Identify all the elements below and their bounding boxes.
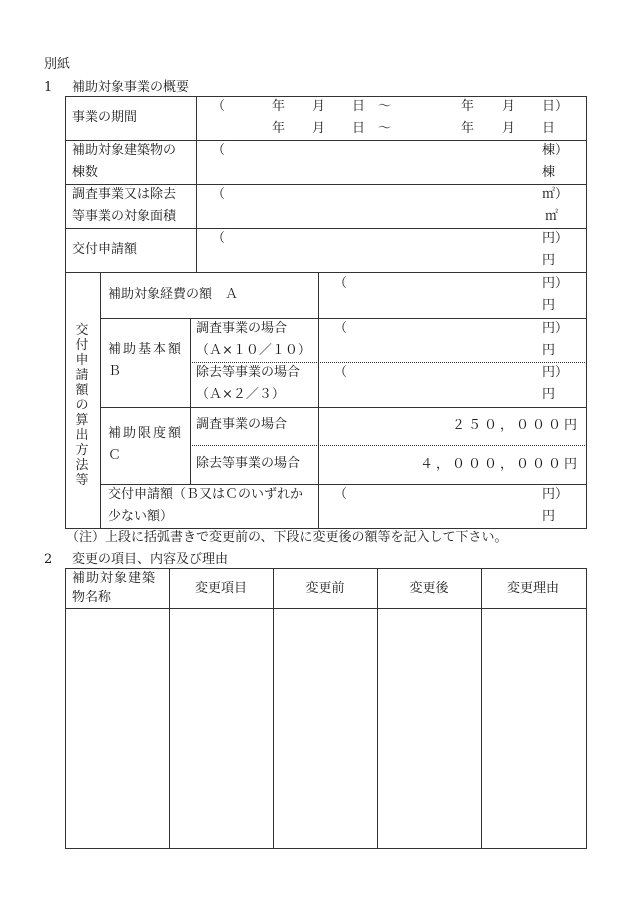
calc-vertical-label: 交付申請額の算出方法等 (75, 323, 89, 488)
building-count-open: （ (212, 143, 226, 158)
final-amount-label-1: 交付申請額（Ｂ又はＣのいずれか (108, 487, 304, 502)
base-removal-open: （ (334, 365, 348, 380)
base-removal-upper-unit: 円） (542, 365, 569, 380)
limit-amount-label: 補助限度額 (108, 426, 184, 441)
period-lower-month2: 月 (502, 121, 516, 136)
limit-removal-case: 除去等事業の場合 (196, 456, 301, 471)
application-lower-unit: 円 (542, 253, 556, 268)
area-label-1: 調査事業又は除去 (72, 187, 177, 202)
header-before: 変更前 (305, 581, 345, 596)
period-lower-year2: 年 (461, 121, 475, 136)
base-survey-open: （ (334, 321, 348, 336)
period-upper-day: 日 (352, 99, 366, 114)
final-upper-unit: 円） (542, 487, 569, 502)
final-amount-label-2: 少ない額） (108, 509, 174, 524)
area-open: （ (212, 187, 226, 202)
header-reason: 変更理由 (506, 581, 560, 596)
base-removal-case: 除去等事業の場合 (196, 365, 301, 380)
base-amount-letter: Ｂ (108, 364, 122, 379)
base-survey-formula: （Ａ×１０／１０） (196, 343, 311, 358)
section2-number: 2 (44, 552, 53, 567)
area-label-2: 等事業の対象面積 (72, 209, 177, 224)
application-open: （ (212, 231, 226, 246)
limit-removal-value: ４，０００，０００円 (419, 457, 580, 472)
header-change-item: 変更項目 (194, 581, 248, 596)
period-lower-year: 年 (272, 121, 286, 136)
period-upper-tilde: ～ (378, 99, 392, 114)
limit-survey-case: 調査事業の場合 (196, 417, 288, 432)
period-lower-day2: 日 (542, 121, 556, 136)
building-count-upper-unit: 棟） (542, 143, 569, 158)
header-building-name-2: 物名称 (72, 590, 112, 605)
section1-number: 1 (44, 80, 53, 95)
base-removal-formula: （Ａ×２／３） (196, 387, 285, 402)
application-label: 交付申請額 (72, 242, 138, 257)
period-lower-tilde: ～ (378, 121, 392, 136)
header-after: 変更後 (409, 581, 449, 596)
cost-upper-unit: 円） (542, 276, 569, 291)
base-amount-label: 補助基本額 (108, 342, 184, 357)
note-text: （注）上段に括弧書きで変更前の、下段に変更後の額等を記入して下さい。 (66, 530, 508, 545)
attachment-label: 別紙 (44, 57, 71, 72)
building-count-lower-unit: 棟 (542, 165, 556, 180)
period-label: 事業の期間 (72, 110, 138, 125)
limit-survey-value: ２５０，０００円 (451, 418, 580, 433)
header-building-name-1: 補助対象建築 (72, 571, 157, 586)
area-lower-unit: ㎡ (545, 209, 559, 224)
cost-label: 補助対象経費の額 Ａ (108, 287, 239, 302)
building-count-label-1: 補助対象建築物の (72, 143, 177, 158)
period-upper-year: 年 (272, 99, 286, 114)
period-lower-month: 月 (312, 121, 326, 136)
base-survey-case: 調査事業の場合 (196, 321, 288, 336)
area-upper-unit: ㎡） (542, 187, 569, 202)
cost-open: （ (334, 276, 348, 291)
base-survey-lower-unit: 円 (542, 343, 556, 358)
period-upper-day2: 日） (542, 99, 569, 114)
period-upper-month2: 月 (502, 99, 516, 114)
base-removal-lower-unit: 円 (542, 387, 556, 402)
limit-amount-letter: Ｃ (108, 448, 122, 463)
period-upper-month: 月 (312, 99, 326, 114)
final-open: （ (334, 487, 348, 502)
base-survey-upper-unit: 円） (542, 321, 569, 336)
section2-title: 変更の項目、内容及び理由 (72, 552, 229, 567)
section1-title: 補助対象事業の概要 (72, 80, 190, 95)
cost-lower-unit: 円 (542, 298, 556, 313)
period-upper-year2: 年 (461, 99, 475, 114)
period-upper-open: （ (212, 99, 226, 114)
application-upper-unit: 円） (542, 231, 569, 246)
building-count-label-2: 棟数 (72, 165, 99, 180)
final-lower-unit: 円 (542, 509, 556, 524)
period-lower-day: 日 (352, 121, 366, 136)
